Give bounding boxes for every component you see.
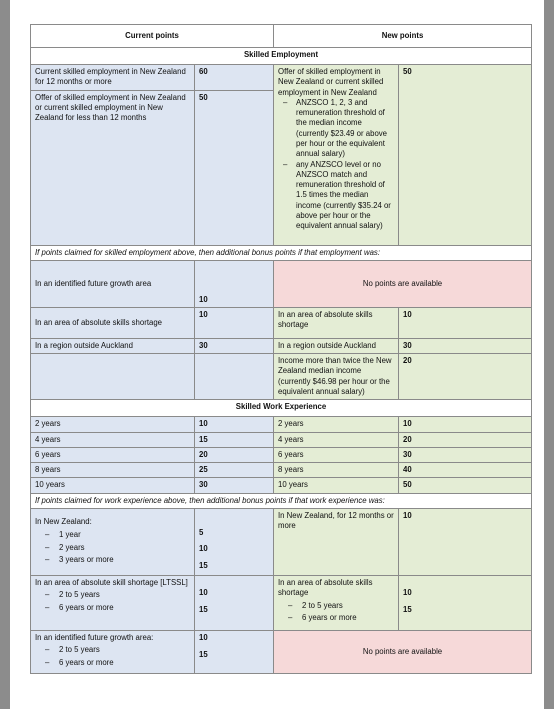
- current-exp-label: 6 years: [31, 447, 195, 462]
- current-growth-item: – 6 years or more: [35, 658, 190, 668]
- current-exp-label: 10 years: [31, 478, 195, 493]
- table-row: [31, 65, 532, 91]
- new-exp-label: 4 years: [274, 432, 399, 447]
- current-employment-12m-points: 60: [195, 65, 274, 91]
- current-nz-experience: [31, 508, 195, 575]
- new-points-header: New points: [274, 25, 532, 48]
- current-growth-points: [195, 630, 274, 673]
- table-row: [31, 417, 532, 432]
- table-row: [31, 463, 532, 478]
- current-nz-point: 15: [199, 560, 208, 570]
- new-employment-intro: Offer of skilled employment in New Zealand or current skilled employment in New Zealand: [278, 67, 384, 97]
- current-growth-title: In an identified future growth area:: [35, 632, 154, 642]
- table-row: [31, 354, 532, 400]
- table-row: [31, 478, 532, 493]
- new-region-points: 30: [399, 338, 532, 353]
- new-employment-bullet: – ANZSCO 1, 2, 3 and remuneration threshold of the median income (currently $23.49 or above per hour or the equivalent annual salary): [278, 98, 394, 160]
- current-exp-label: 8 years: [31, 463, 195, 478]
- table-row: [31, 575, 532, 630]
- new-region: In a region outside Auckland: [274, 338, 399, 353]
- current-nz-item: – 2 years: [35, 543, 190, 553]
- new-exp-points: 40: [399, 463, 532, 478]
- current-growth-point: 10: [199, 632, 208, 642]
- current-skills-shortage: In an area of absolute skills shortage: [31, 307, 195, 338]
- new-income-points: 20: [399, 354, 532, 400]
- new-shortage-points: [399, 575, 532, 630]
- employment-bonus-note: If points claimed for skilled employment above, then additional bonus points if that employment was:: [31, 245, 532, 260]
- current-ltssl-point: 15: [199, 605, 208, 615]
- current-growth-area-points: 10: [195, 260, 274, 307]
- note-row: [31, 245, 532, 260]
- current-exp-points: 30: [195, 478, 274, 493]
- skilled-employment-heading: Skilled Employment: [31, 48, 532, 65]
- current-ltssl-title: In an area of absolute skill shortage [LTSSL]: [35, 577, 188, 587]
- current-exp-points: 20: [195, 447, 274, 462]
- current-ltssl-points: [195, 575, 274, 630]
- work-experience-heading: Skilled Work Experience: [31, 400, 532, 417]
- current-exp-points: 15: [195, 432, 274, 447]
- current-ltssl-experience: [31, 575, 195, 630]
- new-shortage-point: 10: [403, 587, 412, 597]
- new-exp-points: 30: [399, 447, 532, 462]
- current-ltssl-point: 10: [199, 587, 208, 597]
- table-row: [31, 338, 532, 353]
- current-exp-points: 25: [195, 463, 274, 478]
- new-exp-label: 10 years: [274, 478, 399, 493]
- no-points-available: No points are available: [274, 630, 532, 673]
- table-row: [31, 307, 532, 338]
- new-skills-shortage: In an area of absolute skills shortage: [274, 307, 399, 338]
- new-shortage-item: – 6 years or more: [278, 613, 394, 623]
- new-employment-points: 50: [399, 65, 532, 246]
- current-nz-point: 5: [199, 527, 204, 537]
- new-employment-criteria: [274, 65, 399, 246]
- new-shortage-item: – 2 to 5 years: [278, 601, 394, 611]
- current-exp-label: 4 years: [31, 432, 195, 447]
- table-row: [31, 508, 532, 575]
- section-row: [31, 400, 532, 417]
- table-row: [31, 260, 532, 307]
- table-row: [31, 630, 532, 673]
- new-exp-points: 20: [399, 432, 532, 447]
- current-nz-item: – 1 year: [35, 530, 190, 540]
- current-growth-area: In an identified future growth area: [31, 260, 195, 307]
- new-employment-bullet: – any ANZSCO level or no ANZSCO match and remuneration threshold of 1.5 times the median income (currently $35.24 or above per hour or the equivalent annual salary): [278, 160, 394, 232]
- current-growth-item: – 2 to 5 years: [35, 645, 190, 655]
- current-employment-offer-points: 50: [195, 90, 274, 245]
- current-growth-experience: [31, 630, 195, 673]
- new-exp-label: 2 years: [274, 417, 399, 432]
- current-nz-title: In New Zealand:: [35, 516, 92, 526]
- new-skills-shortage-points: 10: [399, 307, 532, 338]
- current-skills-shortage-points: 10: [195, 307, 274, 338]
- current-ltssl-item: – 2 to 5 years: [35, 590, 190, 600]
- new-shortage-title: In an area of absolute skills shortage: [278, 577, 373, 598]
- note-row: [31, 493, 532, 508]
- current-nz-item: – 3 years or more: [35, 555, 190, 565]
- current-region: In a region outside Auckland: [31, 338, 195, 353]
- table-row: [31, 447, 532, 462]
- section-row: [31, 48, 532, 65]
- experience-bonus-note: If points claimed for work experience above, then additional bonus points if that work experience was:: [31, 493, 532, 508]
- new-exp-label: 6 years: [274, 447, 399, 462]
- new-nz-experience: In New Zealand, for 12 months or more: [274, 508, 399, 575]
- current-ltssl-item: – 6 years or more: [35, 603, 190, 613]
- current-points-header: Current points: [31, 25, 274, 48]
- new-exp-label: 8 years: [274, 463, 399, 478]
- current-empty-points-cell: [195, 354, 274, 400]
- current-empty-cell: [31, 354, 195, 400]
- current-employment-12m: Current skilled employment in New Zealand for 12 months or more: [31, 65, 195, 91]
- new-exp-points: 50: [399, 478, 532, 493]
- new-income: Income more than twice the New Zealand median income (currently $46.98 per hour or the equivalent annual salary): [274, 354, 399, 400]
- current-employment-offer: Offer of skilled employment in New Zealand or current skilled employment in New Zealand for less than 12 months: [31, 90, 195, 245]
- points-comparison-table: [30, 24, 532, 674]
- table-header-row: [31, 25, 532, 48]
- new-shortage-point: 15: [403, 605, 412, 615]
- new-shortage-experience: [274, 575, 399, 630]
- current-region-points: 30: [195, 338, 274, 353]
- current-nz-points: [195, 508, 274, 575]
- table-row: [31, 432, 532, 447]
- current-nz-point: 10: [199, 544, 208, 554]
- current-growth-point: 15: [199, 650, 208, 660]
- new-nz-points: 10: [399, 508, 532, 575]
- current-exp-points: 10: [195, 417, 274, 432]
- new-exp-points: 10: [399, 417, 532, 432]
- current-exp-label: 2 years: [31, 417, 195, 432]
- no-points-available: No points are available: [274, 260, 532, 307]
